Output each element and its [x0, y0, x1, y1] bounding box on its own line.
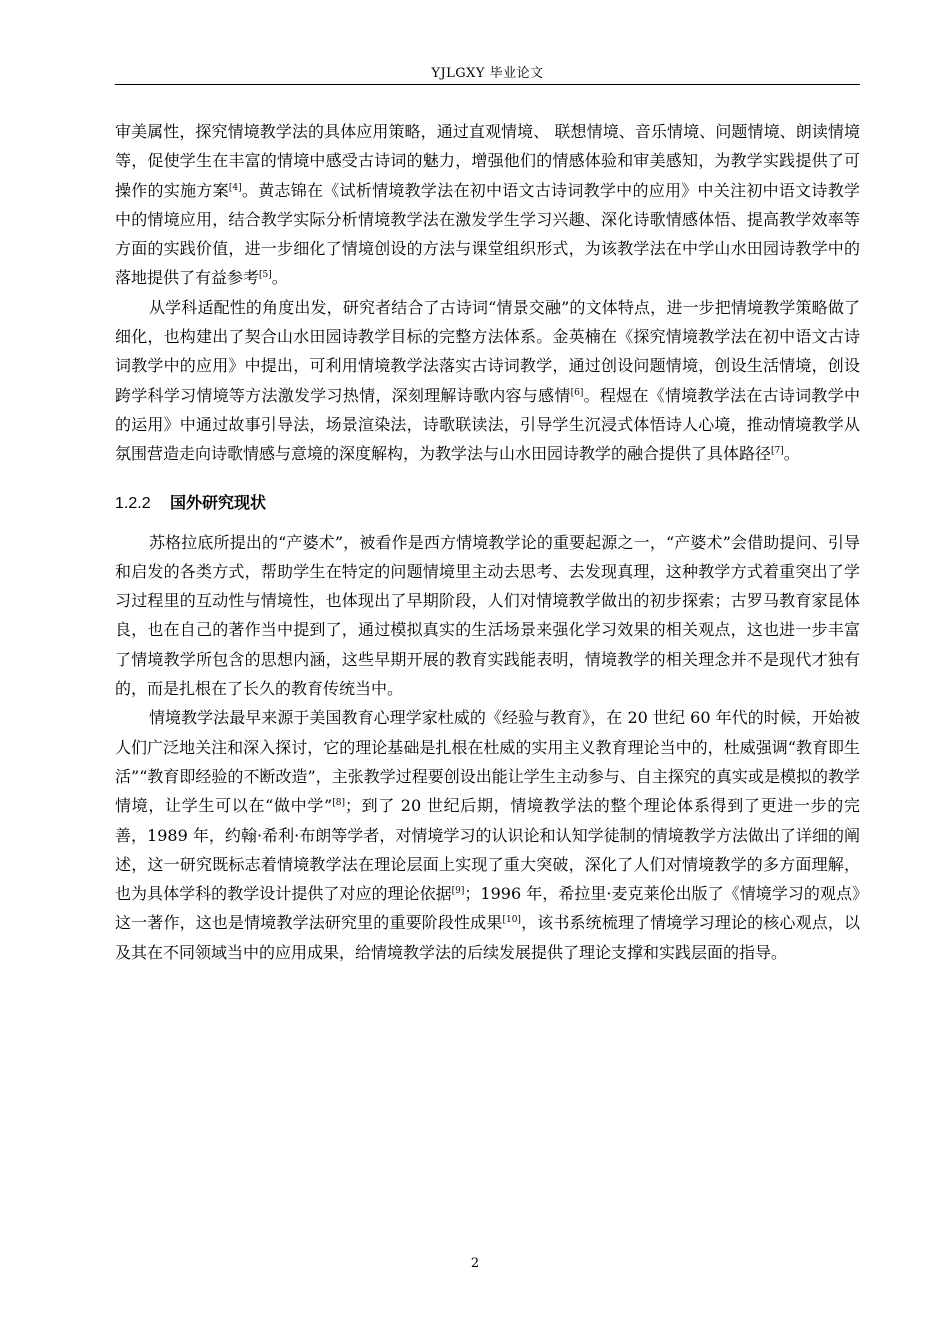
paragraph-discipline-fit — [115, 293, 860, 469]
citation-ref: [7] — [771, 446, 784, 457]
paragraph-text: 情境教学法最早来源于美国教育心理学家杜威的《经验与教育》，在 20 世纪 60 年代的时候，开始被人们广泛地关注和深入探讨，它的理论基础是扎根在杜威的实用主义教育理论当中的，杜威强调“教育即生活”“教育即经验的不断改造”，主张教学过程要创设出能让学生主动参与、自主探究的真实或是模拟的教学情境，让学生可以在“做中学” — [115, 708, 860, 816]
header-rule — [115, 84, 860, 85]
citation-ref: [5] — [259, 270, 272, 281]
paragraph-text: 从学科适配性的角度出发，研究者结合了古诗词“情景交融”的文体特点，进一步把情境教学策略做了细化，也构建出了契合山水田园诗教学目标的完整方法体系。金英楠在《探究情境教学法在初中语文古诗词教学中的应用》中提出，可利用情境教学法落实古诗词教学，通过创设问题情境，创设生活情境，创设跨学科学习情境等方法激发学习热情，深刻理解诗歌内容与感情 — [115, 297, 860, 405]
citation-ref: [8] — [332, 798, 345, 809]
section-title: 国外研究现状 — [170, 492, 267, 512]
paragraph-text: ，该书系统梳理了情境学习理论的核心观点，以及其在不同领域当中的应用成果，给情境教学法的后续发展提供了理论支撑和实践层面的指导。 — [115, 913, 860, 962]
paper-body — [115, 117, 860, 967]
page-number: 2 — [470, 1256, 480, 1271]
paragraph-text: 苏格拉底所提出的“产婆术”，被看作是西方情境教学论的重要起源之一，“产婆术”会借助提问、引导和启发的各类方式，帮助学生在特定的问题情境里主动去思考、去发现真理，这种教学方式着重突出了学习过程里的互动性与情境性，也体现出了早期阶段，人们对情境教学做出的初步探索；古罗马教育家昆体良，也在自己的著作当中提到了，通过模拟真实的生活场景来强化学习效果的相关观点，这也进一步丰富了情境教学所包含的思想内涵，这些早期开展的教育实践能表明，情境教学的相关理念并不是现代才独有的，而是扎根在了长久的教育传统当中。 — [115, 532, 860, 699]
paragraph-text: 审美属性，探究情境教学法的具体应用策略，通过直观情境、 联想情境、音乐情境、问题情境、朗读情境等，促使学生在丰富的情境中感受古诗词的魅力，增强他们的情感体验和审美感知，为教学实践提供了可操作的实施方案 — [115, 122, 860, 200]
section-heading — [115, 488, 860, 518]
paragraph-continued — [115, 117, 860, 293]
citation-ref: [9] — [451, 886, 465, 897]
paragraph-text: 。 — [271, 268, 288, 288]
citation-ref: [6] — [570, 387, 584, 398]
paragraph-text: ；1996 年，希拉里·麦克莱伦出版了《情境学习的观点》这一著作，这也是情境教学法研究里的重要阶段性成果 — [115, 884, 860, 933]
paragraph-text: 。程煜在《情境教学法在古诗词教学中的运用》中通过故事引导法，场景渲染法，诗歌联读法，引导学生沉浸式体悟诗人心境，推动情境教学从氛围营造走向诗歌情感与意境的深度解构，为教学法与山水田园诗教学的融合提供了具体路径 — [115, 385, 860, 464]
section-number: 1.2.2 — [115, 494, 151, 512]
citation-ref: [4] — [228, 182, 242, 193]
paragraph-socratic-method — [115, 528, 860, 704]
citation-ref: [10] — [502, 915, 521, 926]
paragraph-text: 。黄志锦在《试析情境教学法在初中语文古诗词教学中的应用》中关注初中语文诗教学中的情境应用，结合教学实际分析情境教学法在激发学生学习兴趣、深化诗歌情感体悟、提高教学效率等方面的实践价值，进一步细化了情境创设的方法与课堂组织形式，为该教学法在中学山水田园诗教学中的落地提供了有益参考 — [115, 180, 860, 288]
running-header: YJLGXY 毕业论文 — [431, 66, 544, 81]
paragraph-text: 。 — [783, 444, 800, 464]
paragraph-dewey-theory — [115, 703, 860, 967]
paragraph-text: ；到了 20 世纪后期，情境教学法的整个理论体系得到了更进一步的完善，1989 年，约翰·希利·布朗等学者，对情境学习的认识论和认知学徒制的情境教学方法做出了详细的阐述，这一研究既标志着情境教学法在理论层面上实现了重大突破，深化了人们对情境教学的多方面理解，也为具体学科的教学设计提供了对应的理论依据 — [115, 796, 860, 904]
